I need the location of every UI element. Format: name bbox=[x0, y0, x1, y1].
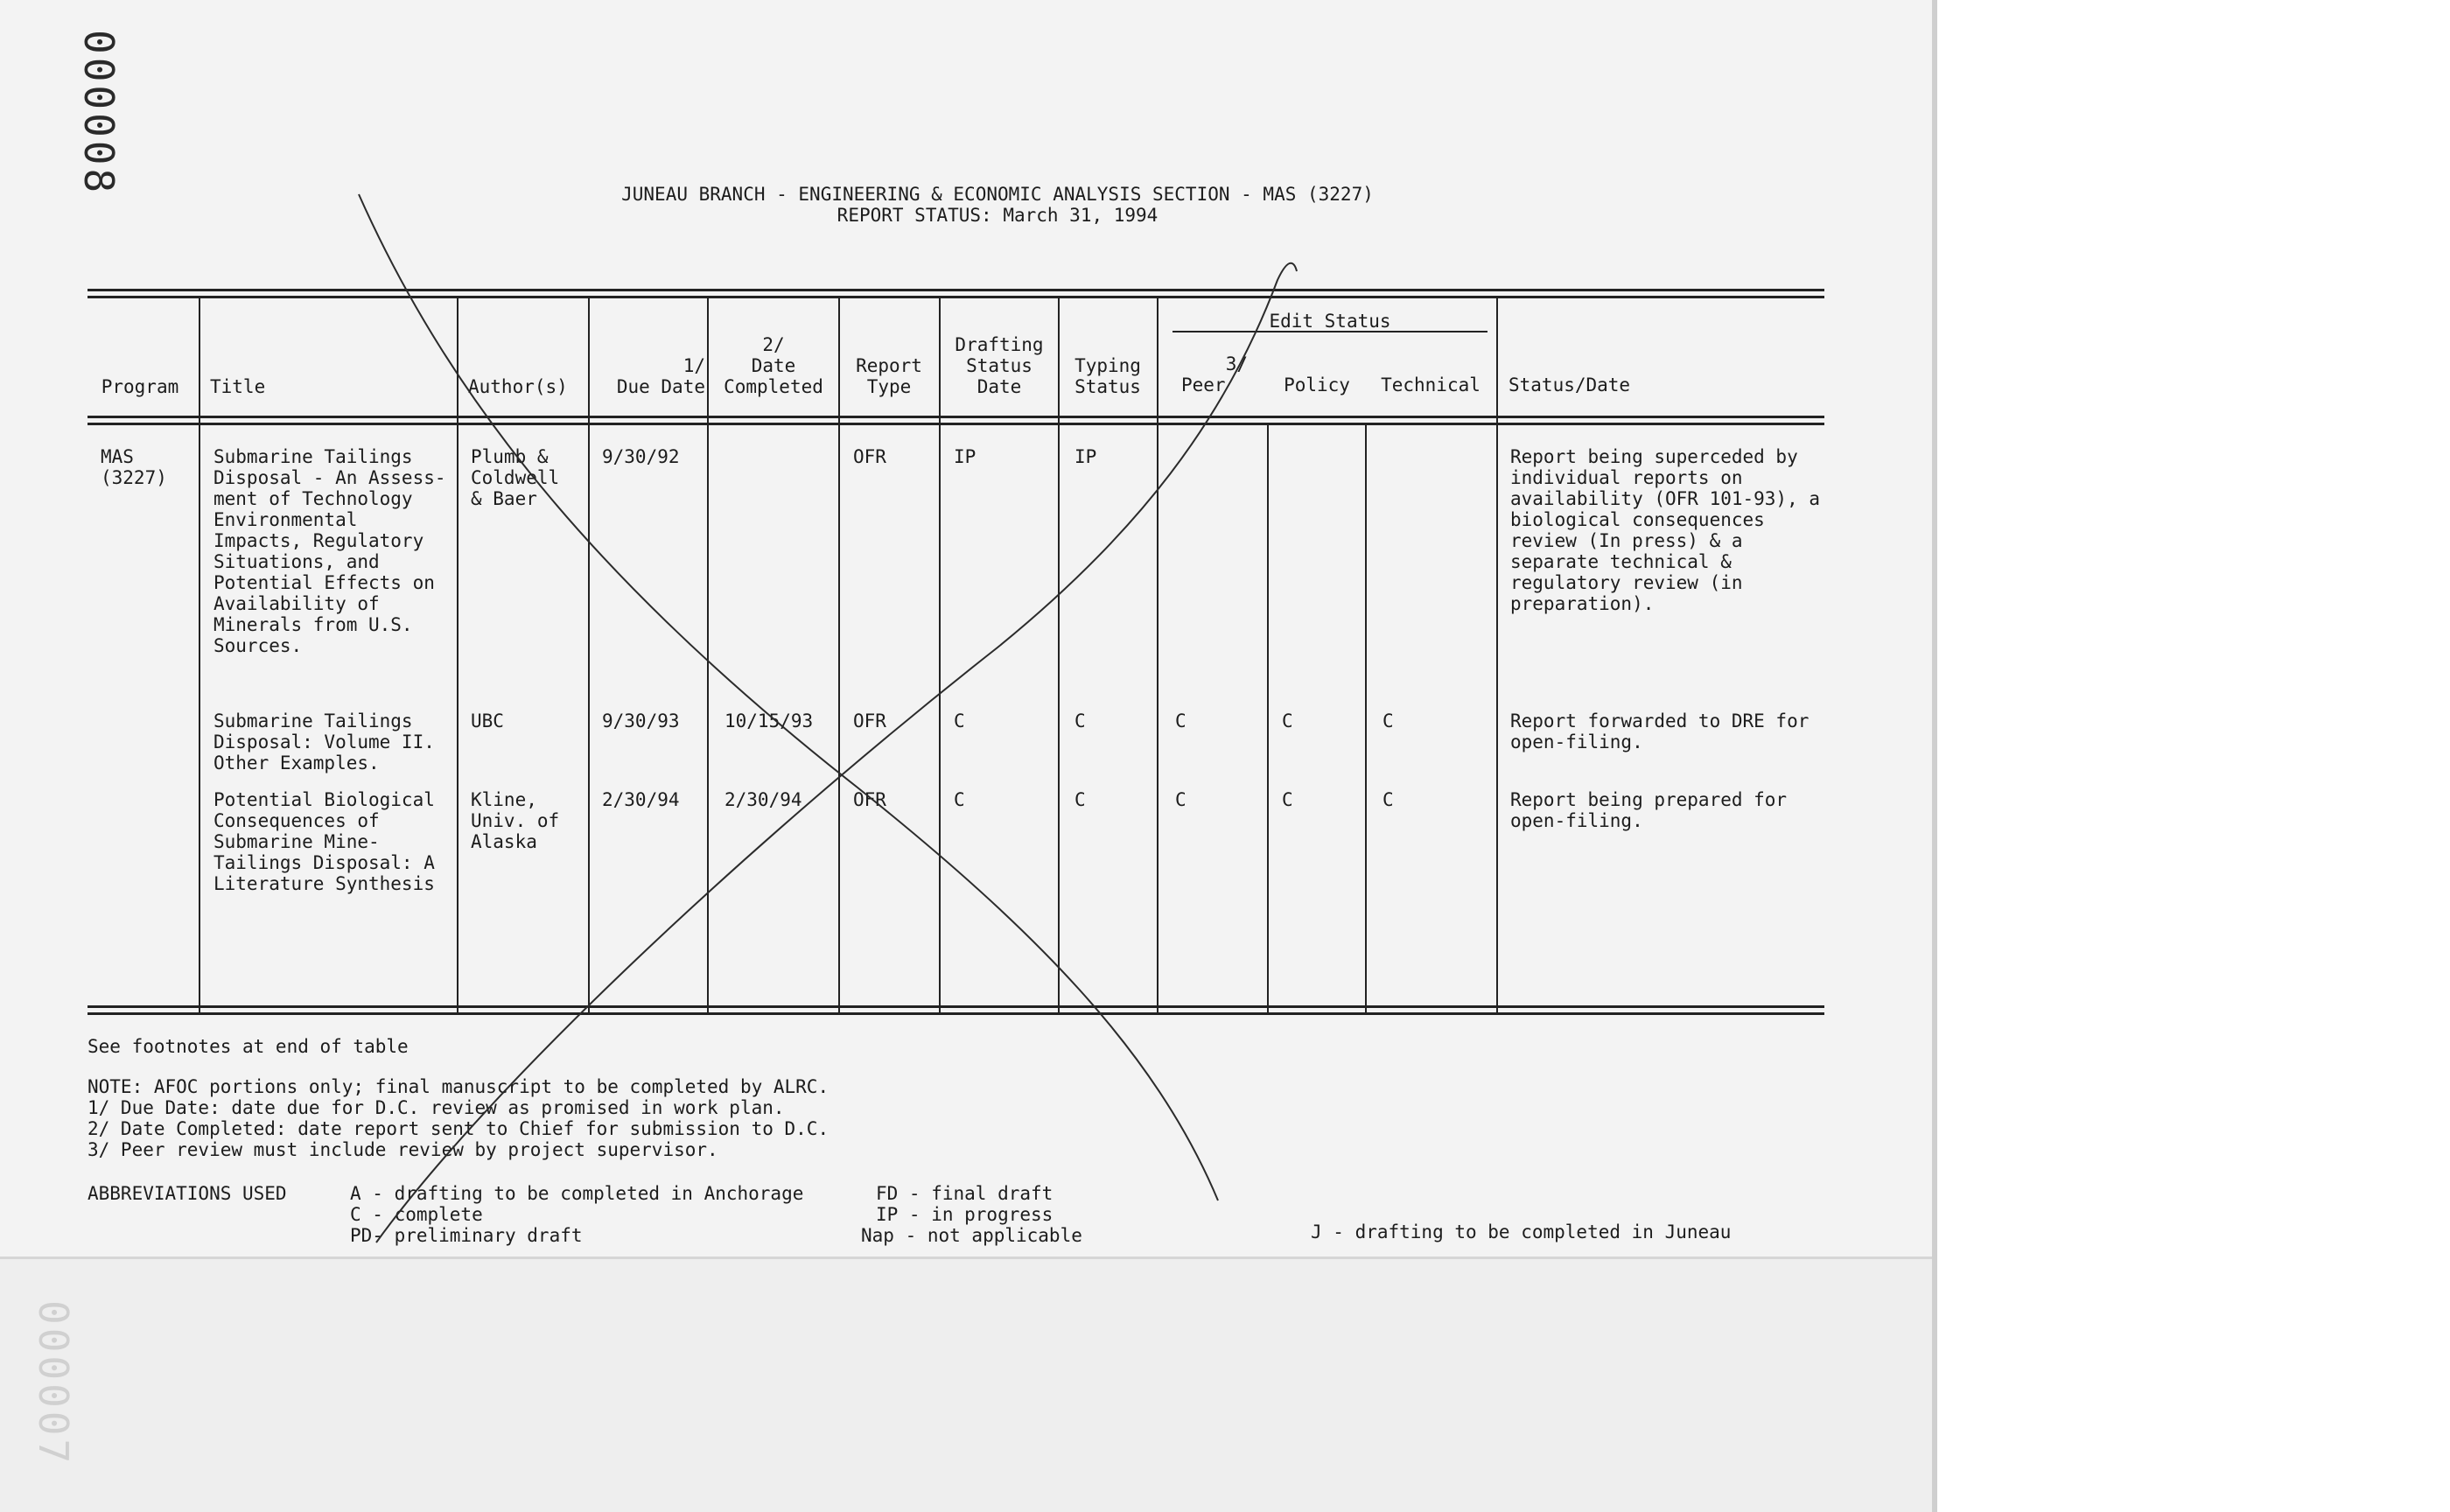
row1-drafting: IP bbox=[954, 446, 976, 467]
col-line bbox=[1058, 298, 1060, 1013]
header-bottom-rule bbox=[88, 416, 1824, 418]
col-header-drafting: Drafting Status Date bbox=[955, 334, 1044, 397]
abbr-c: C - complete bbox=[350, 1204, 483, 1225]
heading-line-2: REPORT STATUS: March 31, 1994 bbox=[836, 205, 1158, 226]
col-line bbox=[1496, 298, 1498, 1013]
footnote-2: 2/ Date Completed: date report sent to Chief for submission to D.C. bbox=[88, 1118, 830, 1139]
row3-typing: C bbox=[1074, 789, 1086, 810]
bleed-through-page-number: 000007 bbox=[30, 1300, 77, 1467]
abbr-nap: Nap - not applicable bbox=[861, 1225, 1082, 1246]
row2-policy: C bbox=[1282, 710, 1293, 732]
col-header-program: Program bbox=[101, 376, 179, 397]
col-header-due-date-note: 1/ bbox=[682, 355, 705, 376]
table-top-rule-2 bbox=[88, 296, 1824, 298]
row3-title: Potential Biological Consequences of Submarine Mine- Tailings Disposal: A Literature Synthesis bbox=[214, 789, 435, 894]
note-line: NOTE: AFOC portions only; final manuscript to be completed by ALRC. bbox=[88, 1076, 830, 1097]
table-top-rule bbox=[88, 289, 1824, 291]
abbr-fd: FD - final draft bbox=[876, 1183, 1054, 1204]
row3-policy: C bbox=[1282, 789, 1293, 810]
col-line bbox=[457, 298, 458, 1013]
col-header-title: Title bbox=[210, 376, 266, 397]
col-line bbox=[707, 298, 709, 1013]
row3-date-completed: 2/30/94 bbox=[724, 789, 802, 810]
col-header-policy: Policy bbox=[1284, 374, 1350, 396]
col-line bbox=[1157, 298, 1158, 1013]
page-fold-line bbox=[0, 1256, 1934, 1259]
col-header-typing: Typing Status bbox=[1074, 355, 1141, 397]
col-header-status-date: Status/Date bbox=[1508, 374, 1631, 396]
col-line bbox=[838, 298, 840, 1013]
row2-typing: C bbox=[1074, 710, 1086, 732]
header-bottom-rule-2 bbox=[88, 423, 1824, 425]
row2-drafting: C bbox=[954, 710, 965, 732]
row1-report-type: OFR bbox=[853, 446, 886, 467]
row3-technical: C bbox=[1382, 789, 1394, 810]
col-header-date-completed-note: 2/ bbox=[762, 334, 785, 355]
row1-status: Report being superceded by individual reports on availability (OFR 101-93), a biological consequences review (In press) & a separate technical & regulatory review (in preparation). bbox=[1510, 446, 1821, 614]
row1-authors: Plumb & Coldwell & Baer bbox=[471, 446, 560, 509]
row3-peer: C bbox=[1175, 789, 1186, 810]
see-footnotes: See footnotes at end of table bbox=[88, 1036, 409, 1057]
col-line bbox=[588, 298, 590, 1013]
col-header-authors: Author(s) bbox=[468, 376, 568, 397]
col-header-report-type: Report Type bbox=[856, 355, 922, 397]
row3-drafting: C bbox=[954, 789, 965, 810]
row1-typing: IP bbox=[1074, 446, 1097, 467]
row1-program: MAS (3227) bbox=[101, 446, 167, 488]
footnote-3: 3/ Peer review must include review by project supervisor. bbox=[88, 1139, 718, 1160]
row3-status: Report being prepared for open-filing. bbox=[1510, 789, 1788, 831]
col-line bbox=[939, 298, 941, 1013]
row3-report-type: OFR bbox=[853, 789, 886, 810]
row3-due-date: 2/30/94 bbox=[602, 789, 680, 810]
row2-peer: C bbox=[1175, 710, 1186, 732]
row1-title: Submarine Tailings Disposal - An Assess- ment of Technology Environmental Impacts, Regulatory Situations, and Potential Effects on Availability of Minerals from U.S. Sources. bbox=[214, 446, 446, 656]
abbr-a: A - drafting to be completed in Anchorage bbox=[350, 1183, 804, 1204]
col-header-date-completed: Date Completed bbox=[724, 355, 823, 397]
footnote-1: 1/ Due Date: date due for D.C. review as promised in work plan. bbox=[88, 1097, 785, 1118]
col-header-peer: Peer bbox=[1181, 374, 1226, 396]
abbr-ip: IP - in progress bbox=[876, 1204, 1054, 1225]
col-header-due-date: Due Date bbox=[616, 376, 705, 397]
row2-status: Report forwarded to DRE for open-filing. bbox=[1510, 710, 1810, 752]
row1-due-date: 9/30/92 bbox=[602, 446, 680, 467]
col-line bbox=[199, 298, 200, 1013]
col-header-technical: Technical bbox=[1381, 374, 1480, 396]
table-bottom-rule bbox=[88, 1005, 1824, 1008]
row2-technical: C bbox=[1382, 710, 1394, 732]
col-line bbox=[1267, 424, 1269, 1013]
abbr-j: J - drafting to be completed in Juneau bbox=[1311, 1222, 1732, 1242]
table-bottom-rule-2 bbox=[88, 1012, 1824, 1015]
row2-title: Submarine Tailings Disposal: Volume II. Other Examples. bbox=[214, 710, 435, 774]
row2-due-date: 9/30/93 bbox=[602, 710, 680, 732]
col-line bbox=[1365, 424, 1367, 1013]
row2-report-type: OFR bbox=[853, 710, 886, 732]
page-fold-shadow bbox=[0, 1256, 1934, 1512]
row2-date-completed: 10/15/93 bbox=[724, 710, 814, 732]
report-heading bbox=[490, 184, 1505, 226]
heading-line-1: JUNEAU BRANCH - ENGINEERING & ECONOMIC ANALYSIS SECTION - MAS (3227) bbox=[621, 184, 1374, 205]
col-header-edit-status: Edit Status bbox=[1269, 311, 1391, 332]
page-number-stamp: 000008 bbox=[75, 30, 122, 197]
col-header-peer-note: 3/ bbox=[1225, 354, 1248, 374]
row2-authors: UBC bbox=[471, 710, 504, 732]
row3-authors: Kline, Univ. of Alaska bbox=[471, 789, 560, 852]
abbreviations-label: ABBREVIATIONS USED bbox=[88, 1183, 287, 1204]
abbr-pd: PD- preliminary draft bbox=[350, 1225, 583, 1246]
page-edge bbox=[1932, 0, 1937, 1512]
